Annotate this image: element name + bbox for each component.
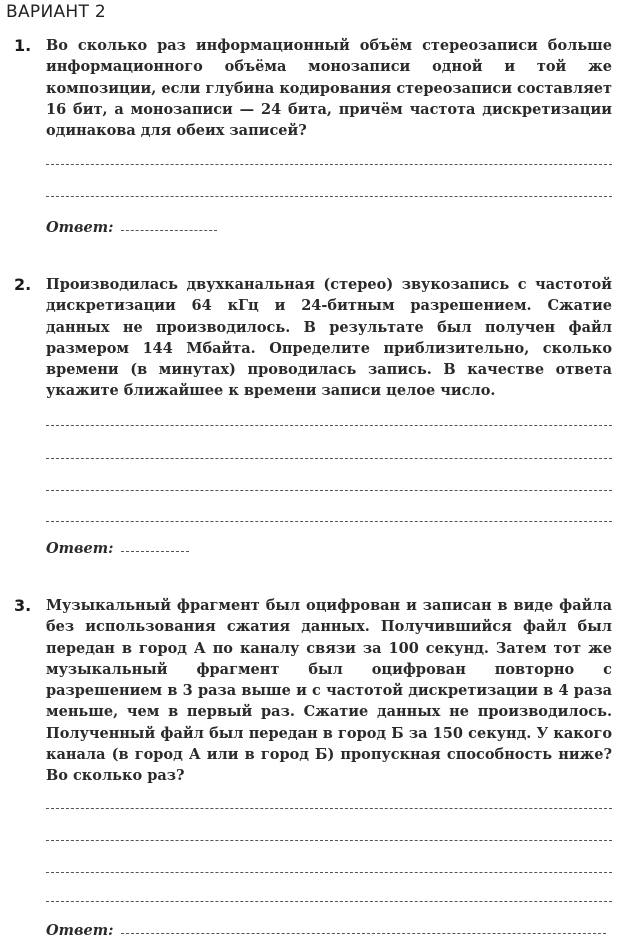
answer-label: Ответ:: [46, 540, 114, 557]
answer-line[interactable]: [46, 458, 612, 459]
answer-line[interactable]: [46, 196, 612, 197]
answer-line[interactable]: [46, 840, 612, 841]
task-number: 1.: [14, 36, 32, 55]
variant-title: ВАРИАНТ 2: [6, 2, 106, 22]
task-text: Производилась двухканальная (стерео) звукозапись с частотой дискретизации 64 кГц и 24-битным разрешением. Сжатие данных не производилось. В результате был получен файл размером 144 Мбайта. Определите приблизительно, сколько времени (в минутах) проводилась запись. В качестве ответа укажите ближайшее к времени записи целое число.: [46, 276, 612, 400]
answer-blank[interactable]: [121, 933, 606, 934]
answer-label: Ответ:: [46, 922, 114, 939]
answer-line[interactable]: [46, 164, 612, 165]
task-number: 3.: [14, 596, 32, 615]
answer-line[interactable]: [46, 808, 612, 809]
answer-line[interactable]: [46, 425, 612, 426]
answer-line[interactable]: [46, 901, 612, 902]
answer-line[interactable]: [46, 872, 612, 873]
answer-line[interactable]: [46, 521, 612, 522]
task-text: Во сколько раз информационный объём стереозаписи больше информационного объёма монозаписи одной и той же композиции, если глубина кодирования стереозаписи составляет 16 бит, а монозаписи — 24 бита, причём частота дискретизации одинакова для обеих записей?: [46, 37, 612, 140]
answer-label: Ответ:: [46, 219, 114, 236]
task-number: 2.: [14, 275, 32, 294]
answer-blank[interactable]: [121, 230, 217, 231]
task-text: Музыкальный фрагмент был оцифрован и записан в виде файла без использования сжатия данных. Получившийся файл был передан в город А по каналу связи за 100 секунд. Затем тот же музыкальный фрагмент был оцифрован повторно с разрешением в 3 раза выше и с частотой дискретизации в 4 раза меньше, чем в первый раз. Сжатие данных не производилось. Полученный файл был передан в город Б за 150 секунд. У какого канала (в город А или в город Б) пропускная способность ниже? Во сколько раз?: [46, 597, 612, 785]
answer-field: [46, 922, 606, 939]
answer-blank[interactable]: [121, 551, 189, 552]
answer-field: [46, 219, 217, 236]
answer-line[interactable]: [46, 490, 612, 491]
answer-field: [46, 540, 189, 557]
